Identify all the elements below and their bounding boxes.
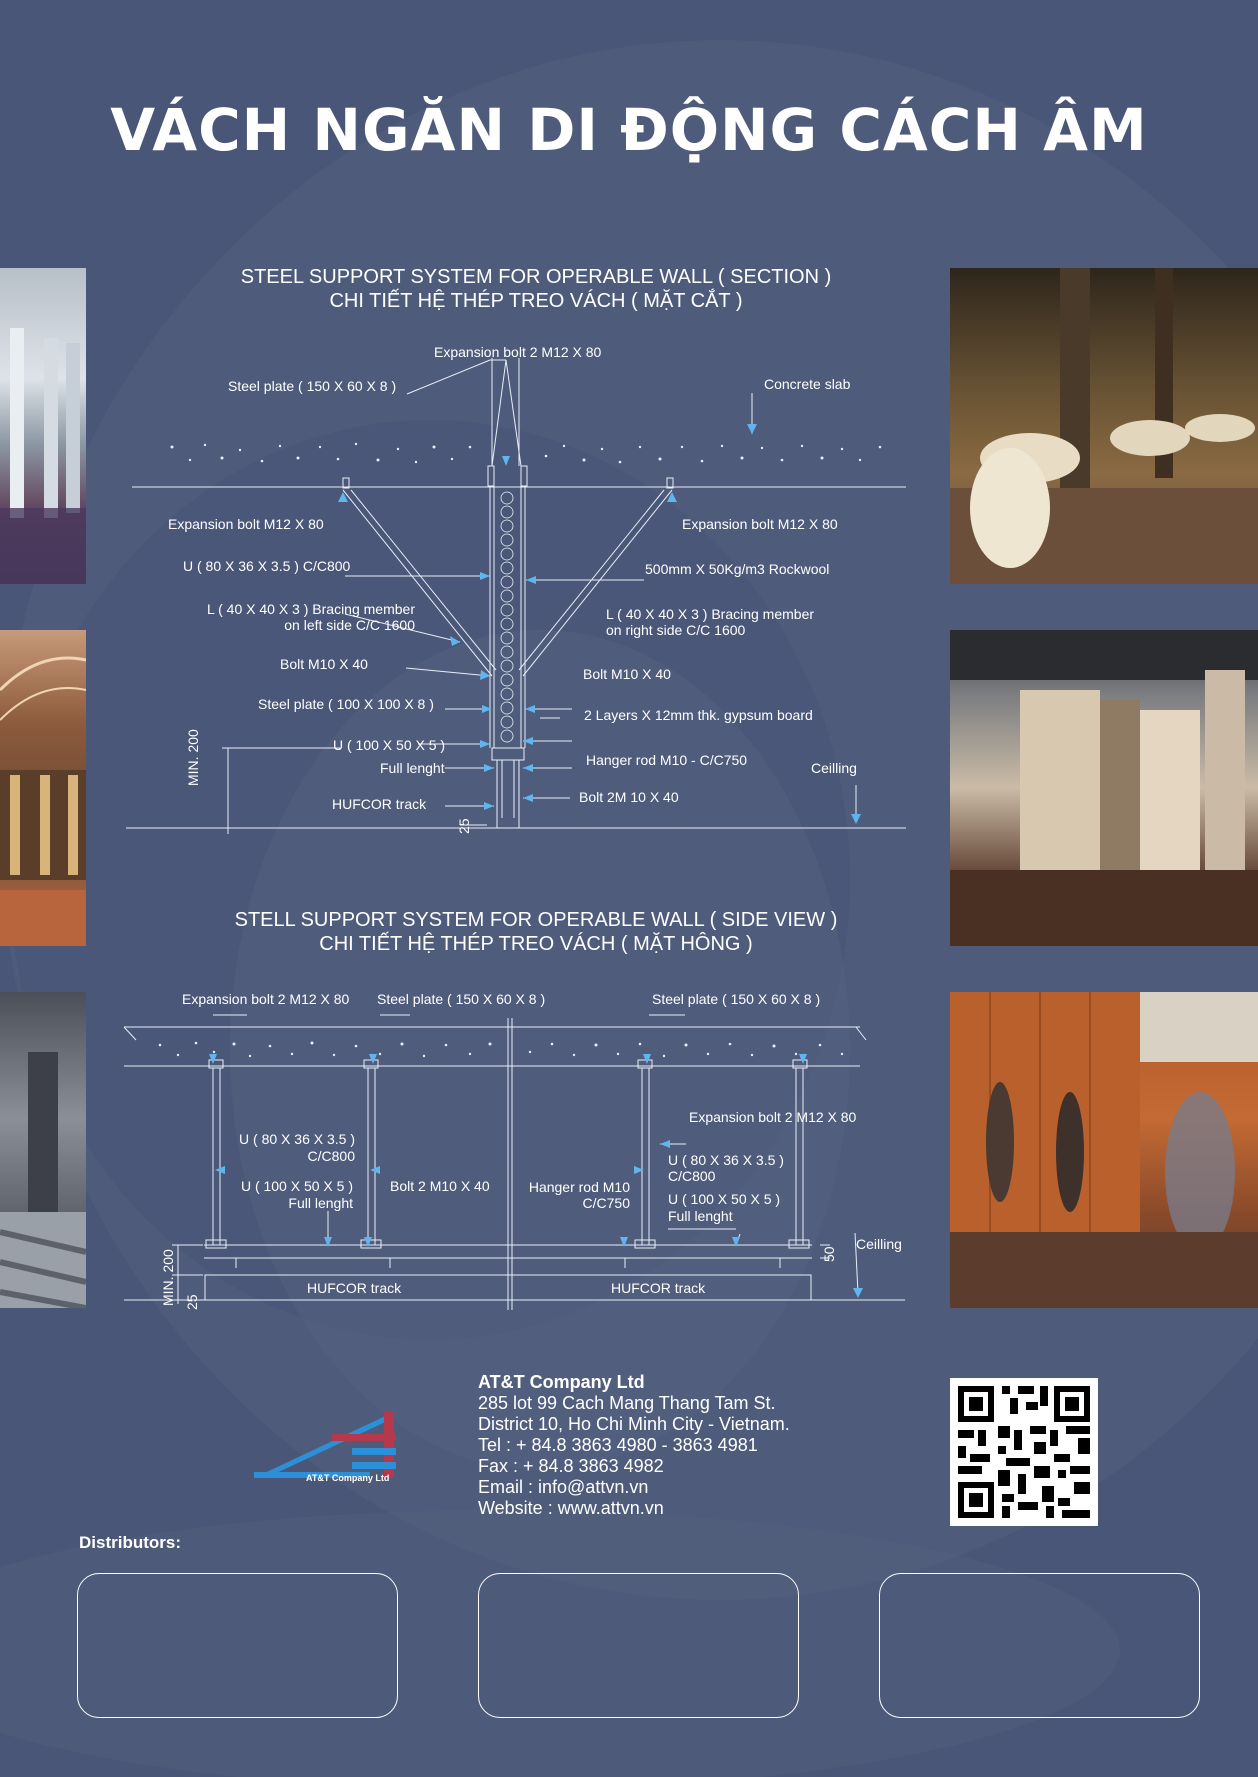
sec-label-rockwool: 500mm X 50Kg/m3 Rockwool <box>645 561 830 577</box>
side-label-dim25: 25 <box>184 1294 200 1310</box>
side-label-exp-bolt-top: Expansion bolt 2 M12 X 80 <box>182 991 350 1007</box>
side-label-hufcor-2: HUFCOR track <box>611 1280 706 1296</box>
side-label-hanger-1: Hanger rod M10 <box>528 1179 630 1195</box>
sec-label-hufcor: HUFCOR track <box>332 796 427 812</box>
sec-label-min200: MIN. 200 <box>185 729 201 786</box>
side-label-steel-plate-2: Steel plate ( 150 X 60 X 8 ) <box>652 991 821 1007</box>
side-label-dim50: 50 <box>821 1246 837 1262</box>
sec-label-bolt-left: Bolt M10 X 40 <box>280 656 368 672</box>
sec-label-u100-1: U ( 100 X 50 X 5 ) <box>333 737 446 753</box>
side-label-exp-bolt-right: Expansion bolt 2 M12 X 80 <box>689 1109 857 1125</box>
company-info <box>478 1372 790 1519</box>
company-tel: Tel : + 84.8 3863 4980 - 3863 4981 <box>478 1435 758 1455</box>
side-label-hufcor-1: HUFCOR track <box>307 1280 402 1296</box>
sec-label-u100-2: Full lenght <box>380 760 445 776</box>
sec-label-u80: U ( 80 X 36 X 3.5 ) C/C800 <box>183 558 351 574</box>
company-address-1: 285 lot 99 Cach Mang Thang Tam St. <box>478 1393 776 1413</box>
sec-label-exp-bolt-left: Expansion bolt M12 X 80 <box>168 516 324 532</box>
sec-label-hanger: Hanger rod M10 - C/C750 <box>586 752 748 768</box>
sec-label-exp-bolt-right: Expansion bolt M12 X 80 <box>682 516 838 532</box>
side-label-u80-left-2: C/C800 <box>307 1148 355 1164</box>
sec-label-steel-plate-100: Steel plate ( 100 X 100 X 8 ) <box>258 696 434 712</box>
sec-label-l-left-2: on left side C/C 1600 <box>284 617 415 633</box>
sec-label-concrete-slab: Concrete slab <box>764 376 851 392</box>
sec-label-l-right-1: L ( 40 X 40 X 3 ) Bracing member <box>606 606 815 622</box>
company-logo-text: AT&T Company Ltd <box>306 1473 390 1483</box>
side-view-title-vi: CHI TIẾT HỆ THÉP TREO VÁCH ( MẶT HÔNG ) <box>319 933 753 955</box>
distributors-label: Distributors: <box>79 1533 181 1552</box>
side-label-hanger-2: C/C750 <box>582 1195 630 1211</box>
side-label-u100-right-1: U ( 100 X 50 X 5 ) <box>668 1191 781 1207</box>
distributor-box-2 <box>478 1573 799 1718</box>
side-view-title-en: STELL SUPPORT SYSTEM FOR OPERABLE WALL ( SIDE VIEW ) <box>234 909 838 931</box>
sec-label-gypsum: 2 Layers X 12mm thk. gypsum board <box>584 707 813 723</box>
side-label-u100-left-2: Full lenght <box>288 1195 353 1211</box>
sec-label-steel-plate: Steel plate ( 150 X 60 X 8 ) <box>228 378 397 394</box>
sec-label-l-right-2: on right side C/C 1600 <box>606 622 746 638</box>
sec-label-bolt-right: Bolt M10 X 40 <box>583 666 671 682</box>
side-label-ceiling: Ceilling <box>856 1236 902 1252</box>
company-address-2: District 10, Ho Chi Minh City - Vietnam. <box>478 1414 790 1434</box>
side-label-min200: MIN. 200 <box>160 1249 176 1306</box>
side-label-u100-left-1: U ( 100 X 50 X 5 ) <box>240 1178 353 1194</box>
distributor-box-1 <box>77 1573 398 1718</box>
section-title-en: STEEL SUPPORT SYSTEM FOR OPERABLE WALL ( SECTION ) <box>240 266 832 288</box>
side-label-steel-plate-1: Steel plate ( 150 X 60 X 8 ) <box>377 991 546 1007</box>
company-fax: Fax : + 84.8 3863 4982 <box>478 1456 664 1476</box>
side-label-bolt-2m: Bolt 2 M10 X 40 <box>390 1178 490 1194</box>
page-title: VÁCH NGĂN DI ĐỘNG CÁCH ÂM <box>110 96 1148 164</box>
side-label-u100-right-2: Full lenght <box>668 1208 733 1224</box>
company-email[interactable]: Email : info@attvn.vn <box>478 1477 649 1497</box>
qr-code[interactable] <box>950 1378 1098 1526</box>
sec-label-bolt-2m: Bolt 2M 10 X 40 <box>579 789 679 805</box>
sec-label-exp-bolt-top: Expansion bolt 2 M12 X 80 <box>434 344 602 360</box>
side-label-u80-right-2: C/C800 <box>668 1168 716 1184</box>
side-label-u80-left-1: U ( 80 X 36 X 3.5 ) <box>239 1131 355 1147</box>
section-title-vi: CHI TIẾT HỆ THÉP TREO VÁCH ( MẶT CẮT ) <box>329 290 743 312</box>
distributor-box-3 <box>879 1573 1200 1718</box>
company-name: AT&T Company Ltd <box>478 1372 645 1392</box>
company-website[interactable]: Website : www.attvn.vn <box>478 1498 664 1518</box>
sec-label-l-left-1: L ( 40 X 40 X 3 ) Bracing member <box>206 601 415 617</box>
sec-label-ceiling: Ceilling <box>811 760 857 776</box>
sec-label-dim25: 25 <box>456 818 472 834</box>
side-label-u80-right-1: U ( 80 X 36 X 3.5 ) <box>668 1152 784 1168</box>
